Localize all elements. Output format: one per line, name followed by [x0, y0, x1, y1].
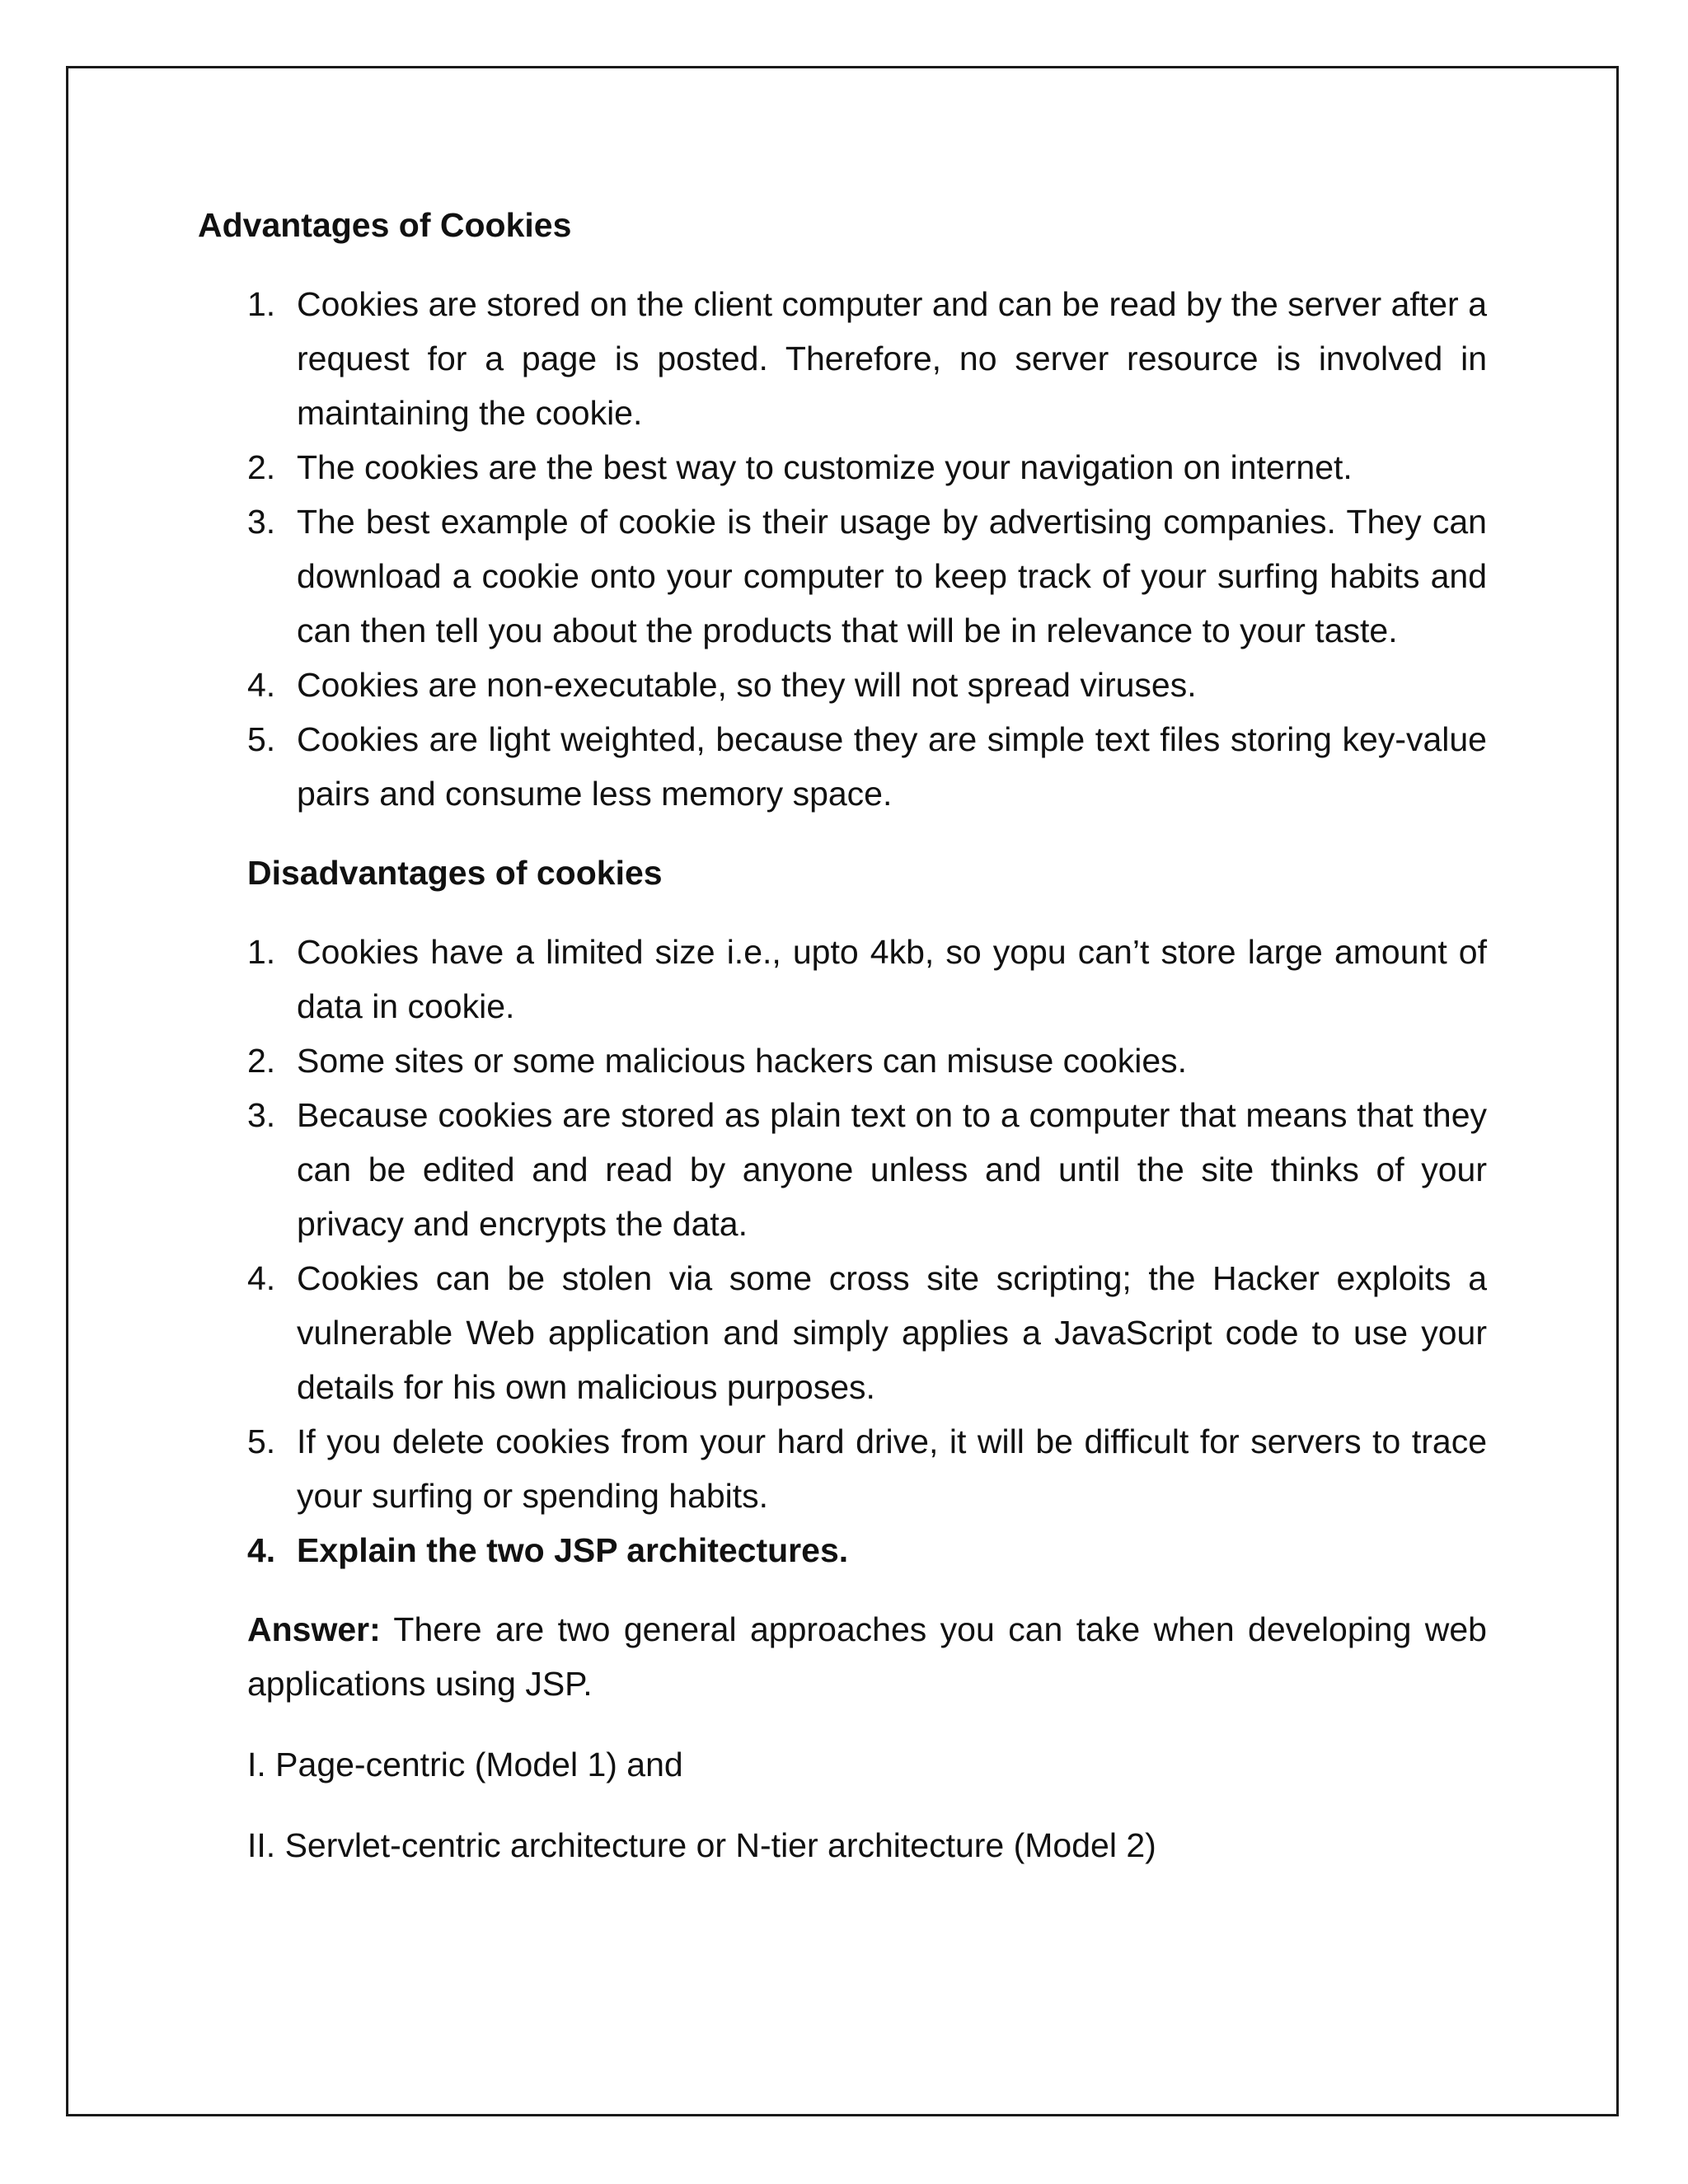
answer-label: Answer: — [247, 1610, 381, 1648]
list-item-text: Cookies are stored on the client computer and can be read by the server after a request for a page is posted. Therefore, no server resource is involved in maintaining the cookie. — [297, 285, 1487, 432]
list-item-number: 5. — [247, 720, 276, 758]
list-item-text: Cookies are non-executable, so they will not spread viruses. — [297, 666, 1197, 704]
list-item-text: If you delete cookies from your hard drive, it will be difficult for servers to trace your surfing or spending habits. — [297, 1422, 1487, 1515]
list-item — [247, 1088, 1487, 1251]
list-item-number: 2. — [247, 1042, 276, 1080]
list-item-number: 2. — [247, 448, 276, 486]
list-item — [247, 925, 1487, 1033]
answer-paragraph — [247, 1602, 1487, 1711]
disadvantages-list — [198, 925, 1487, 1523]
question-number: 4. — [247, 1531, 276, 1569]
list-item-text: Cookies have a limited size i.e., upto 4kb, so yopu can’t store large amount of data in cookie. — [297, 933, 1487, 1025]
list-item-number: 4. — [247, 1259, 276, 1297]
list-item — [247, 658, 1487, 712]
list-item-text: Some sites or some malicious hackers can misuse cookies. — [297, 1042, 1188, 1080]
list-item-number: 5. — [247, 1422, 276, 1460]
list-item-number: 1. — [247, 933, 276, 971]
list-item-text: Because cookies are stored as plain text on to a computer that means that they can be edited and read by anyone unless and until the site thinks of your privacy and encrypts the data. — [297, 1096, 1487, 1243]
list-item-text: The cookies are the best way to customize your navigation on internet. — [297, 448, 1353, 486]
list-item-number: 3. — [247, 503, 276, 541]
disadvantages-heading: Disadvantages of cookies — [247, 854, 663, 892]
list-item — [247, 1033, 1487, 1088]
list-item — [247, 277, 1487, 440]
list-item — [247, 712, 1487, 821]
list-item-number: 3. — [247, 1096, 276, 1134]
list-item-text: The best example of cookie is their usage by advertising companies. They can download a cookie onto your computer to keep track of your surfing habits and can then tell you about the products that will be in relevance to your taste. — [297, 503, 1487, 649]
list-item — [247, 440, 1487, 494]
approach-model-1: I. Page-centric (Model 1) and — [247, 1746, 683, 1783]
approach-model-2: II. Servlet-centric architecture or N-tier architecture (Model 2) — [247, 1826, 1156, 1864]
question-text: Explain the two JSP architectures. — [297, 1531, 849, 1569]
answer-text: There are two general approaches you can take when developing web applications using JSP. — [247, 1610, 1487, 1703]
question-heading — [247, 1523, 1487, 1577]
list-item-text: Cookies are light weighted, because they are simple text files storing key-value pairs and consume less memory space. — [297, 720, 1487, 813]
advantages-heading: Advantages of Cookies — [198, 206, 572, 244]
list-item — [247, 1251, 1487, 1414]
list-item-number: 1. — [247, 285, 276, 323]
list-item-text: Cookies can be stolen via some cross site scripting; the Hacker exploits a vulnerable Web application and simply applies a JavaScript code to use your details for his own malicious purposes. — [297, 1259, 1487, 1406]
advantages-list — [198, 277, 1487, 821]
document-content — [198, 198, 1487, 1872]
list-item — [247, 1414, 1487, 1523]
list-item-number: 4. — [247, 666, 276, 704]
list-item — [247, 494, 1487, 658]
